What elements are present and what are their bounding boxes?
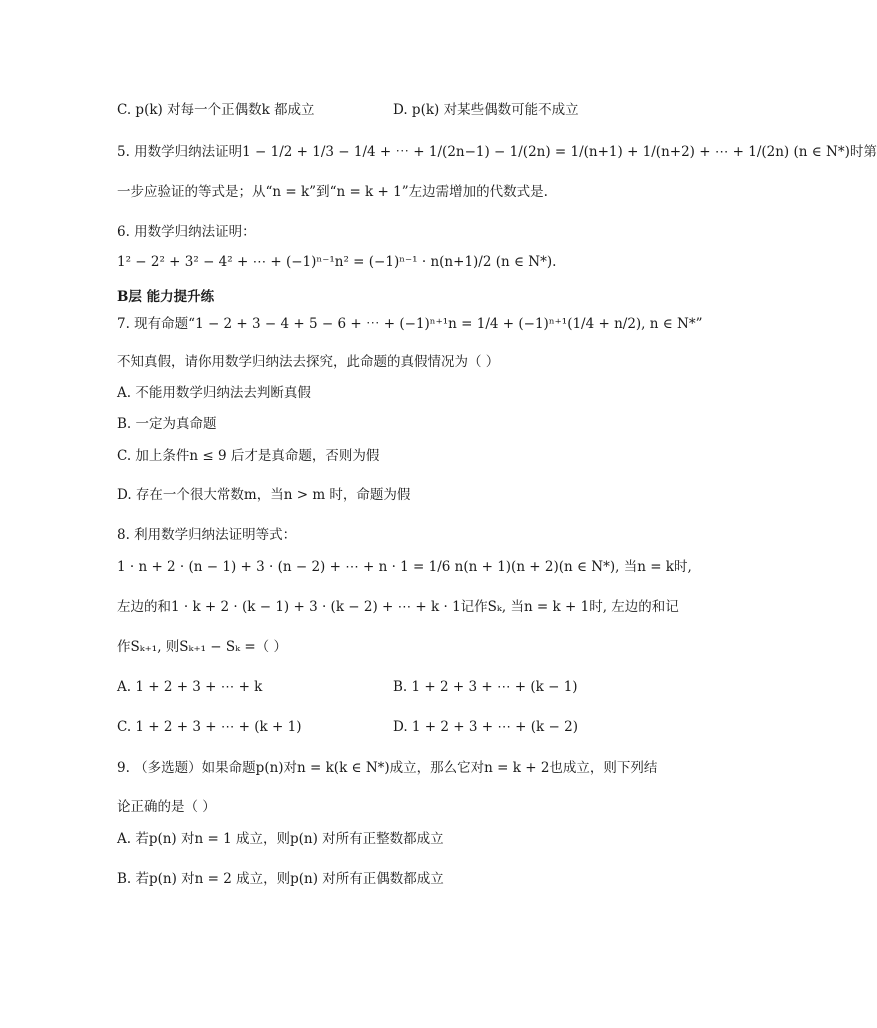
q7-option-a: A. 不能用数学归纳法去判断真假: [117, 385, 311, 401]
question-9-cont: 论正确的是（ ）: [117, 799, 216, 815]
q8-option-b: B. 1 + 2 + 3 + ⋯ + (k − 1): [393, 679, 578, 695]
question-8: 8. 利用数学归纳法证明等式：: [117, 527, 297, 543]
q8-option-c: C. 1 + 2 + 3 + ⋯ + (k + 1): [117, 719, 302, 735]
question-5-cont: 一步应验证的等式是；从“n = k”到“n = k + 1”左边需增加的代数式是.: [117, 184, 548, 200]
q9-option-a: A. 若p(n) 对n = 1 成立，则p(n) 对所有正整数都成立: [117, 831, 444, 847]
section-heading-b: B层 能力提升练: [117, 289, 215, 305]
q7-option-d: D. 存在一个很大常数m，当n > m 时，命题为假: [117, 487, 411, 503]
question-6-formula: 1² − 2² + 3² − 4² + ⋯ + (−1)ⁿ⁻¹n² = (−1)ⁿ⁻¹ · n(n+1)/2 (n ∈ N*).: [117, 254, 557, 270]
c-option-q4: C. p(k) 对每一个正偶数k 都成立: [117, 102, 315, 118]
question-8-cont: 左边的和1 · k + 2 · (k − 1) + 3 · (k − 2) + ⋯ + k · 1记作Sₖ, 当n = k + 1时, 左边的和记: [117, 599, 679, 615]
question-7-cont: 不知真假，请你用数学归纳法去探究，此命题的真假情况为（ ）: [117, 354, 500, 370]
q7-option-c: C. 加上条件n ≤ 9 后才是真命题，否则为假: [117, 448, 380, 464]
q8-option-a: A. 1 + 2 + 3 + ⋯ + k: [117, 679, 263, 695]
question-6: 6. 用数学归纳法证明：: [117, 224, 256, 240]
question-8-formula: 1 · n + 2 · (n − 1) + 3 · (n − 2) + ⋯ + n · 1 = 1/6 n(n + 1)(n + 2)(n ∈ N*), 当n = k时,: [117, 559, 692, 575]
question-8-cont2: 作Sₖ₊₁, 则Sₖ₊₁ − Sₖ =（ ）: [117, 639, 287, 655]
question-7: 7. 现有命题“1 − 2 + 3 − 4 + 5 − 6 + ⋯ + (−1)ⁿ⁺¹n = 1/4 + (−1)ⁿ⁺¹(1/4 + n/2), n ∈ N*”: [117, 316, 703, 332]
d-option-q4: D. p(k) 对某些偶数可能不成立: [393, 102, 579, 118]
question-9: 9. （多选题）如果命题p(n)对n = k(k ∈ N*)成立，那么它对n = k + 2也成立，则下列结: [117, 760, 658, 776]
question-5: 5. 用数学归纳法证明1 − 1/2 + 1/3 − 1/4 + ⋯ + 1/(2n−1) − 1/(2n) = 1/(n+1) + 1/(n+2) + ⋯ + 1/(2n) (n ∈ N*)时第: [117, 144, 877, 160]
q8-option-d: D. 1 + 2 + 3 + ⋯ + (k − 2): [393, 719, 578, 735]
q7-option-b: B. 一定为真命题: [117, 416, 217, 432]
q9-option-b: B. 若p(n) 对n = 2 成立，则p(n) 对所有正偶数都成立: [117, 871, 444, 887]
